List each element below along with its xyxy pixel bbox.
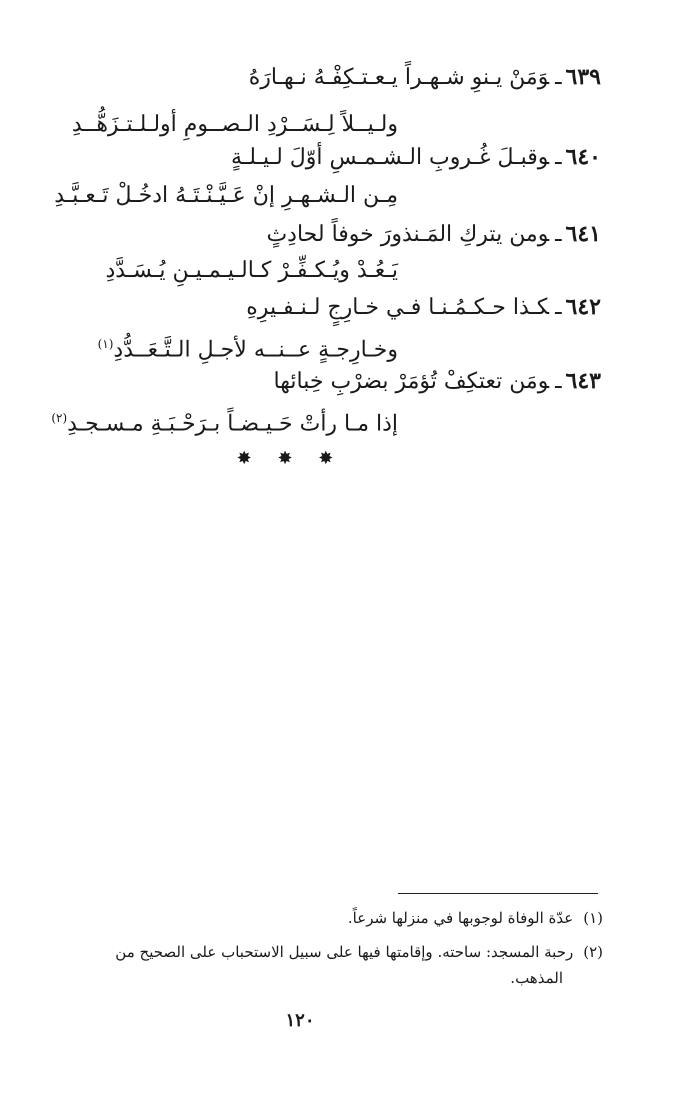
hemistich-text: وقبـلَ غُـروبِ الـشـمـسِ أوّلَ لـيـلـةٍ [231,145,550,170]
hemistich-text: كـذا حـكـمُـنـا فـي خـارِجٍ لـنـفـيرِهِ [246,295,550,320]
verse-separator: ـ [555,222,562,247]
verse-639-first-hemistich [249,62,601,93]
verse-643-first-hemistich [274,366,601,397]
hemistich-text: يَـعُـدْ ويُـكـفِّـرْ كـالـيـمـيـنِ يُـسَـدَّدِ [105,258,398,283]
footnote-text: عدّة الوفاة لوجوبها في منزلها شرعاً. [347,909,574,927]
verse-number: ٦٤٠ [565,144,601,170]
hemistich-text: إذا مـا رأتْ حَـيـضـاً بـرَحْـبَـةِ مـسـجـدِ [67,411,398,437]
footnote-reference-1[interactable]: (١) [97,337,114,351]
verse-separator: ـ [555,369,562,394]
footnote-number: (١) [583,909,603,927]
verse-separator: ـ [555,65,562,90]
verse-641-second-hemistich [106,256,399,286]
footnote-2-continuation [510,965,563,991]
footnote-1 [348,905,603,931]
hemistich-text: وَمَنْ يـنوِ شـهـراً يـعـتـكِفْـهُ نـهـارَهُ [248,65,550,90]
verse-639-second-hemistich [72,110,398,140]
footnote-reference-2[interactable]: (٢) [51,411,68,425]
hemistich-text: ومَن تعتكِفْ تُؤمَرْ بضرْبِ خِبائها [273,369,550,394]
verse-642-first-hemistich [246,292,601,323]
page-number: ١٢٠ [285,1010,315,1031]
verse-separator: ـ [555,145,562,170]
section-end-ornament: ✸ ✸ ✸ [236,448,344,469]
verse-640-second-hemistich [54,181,398,211]
verse-number: ٦٤٢ [565,294,601,320]
verse-number: ٦٤٣ [565,368,601,394]
verse-separator: ـ [555,295,562,320]
hemistich-text: مِـن الـشـهـرِ إنْ عَـيَّـنْـتَـهُ ادخُـلْ تَـعـبَّـدِ [54,183,398,208]
hemistich-text: ولـيــلاً لِـسَــرْدِ الـصــومِ أولـلـتـزَهُّــدِ [71,112,398,137]
footnote-2 [115,939,603,965]
hemistich-text: وخـارِجـةٍ عــنــه لأجـلِ الـتَّـعَــدُّدِ [113,337,398,363]
verse-number: ٦٤١ [565,221,601,247]
verse-643-second-hemistich [51,403,398,439]
footnote-text: رحبة المسجد: ساحته. وإقامتها فيها على سبيل الاستحباب على الصحيح من [115,943,574,961]
footnote-divider [398,893,598,894]
footnote-number: (٢) [583,943,603,961]
hemistich-text: ومن يتركِ المَـنذورَ خوفاً لحادِثٍ [266,222,550,247]
verse-642-second-hemistich [98,329,398,365]
verse-641-first-hemistich [266,219,601,250]
verse-number: ٦٣٩ [565,64,601,90]
verse-640-first-hemistich [231,142,601,173]
footnote-text: المذهب. [510,969,563,987]
